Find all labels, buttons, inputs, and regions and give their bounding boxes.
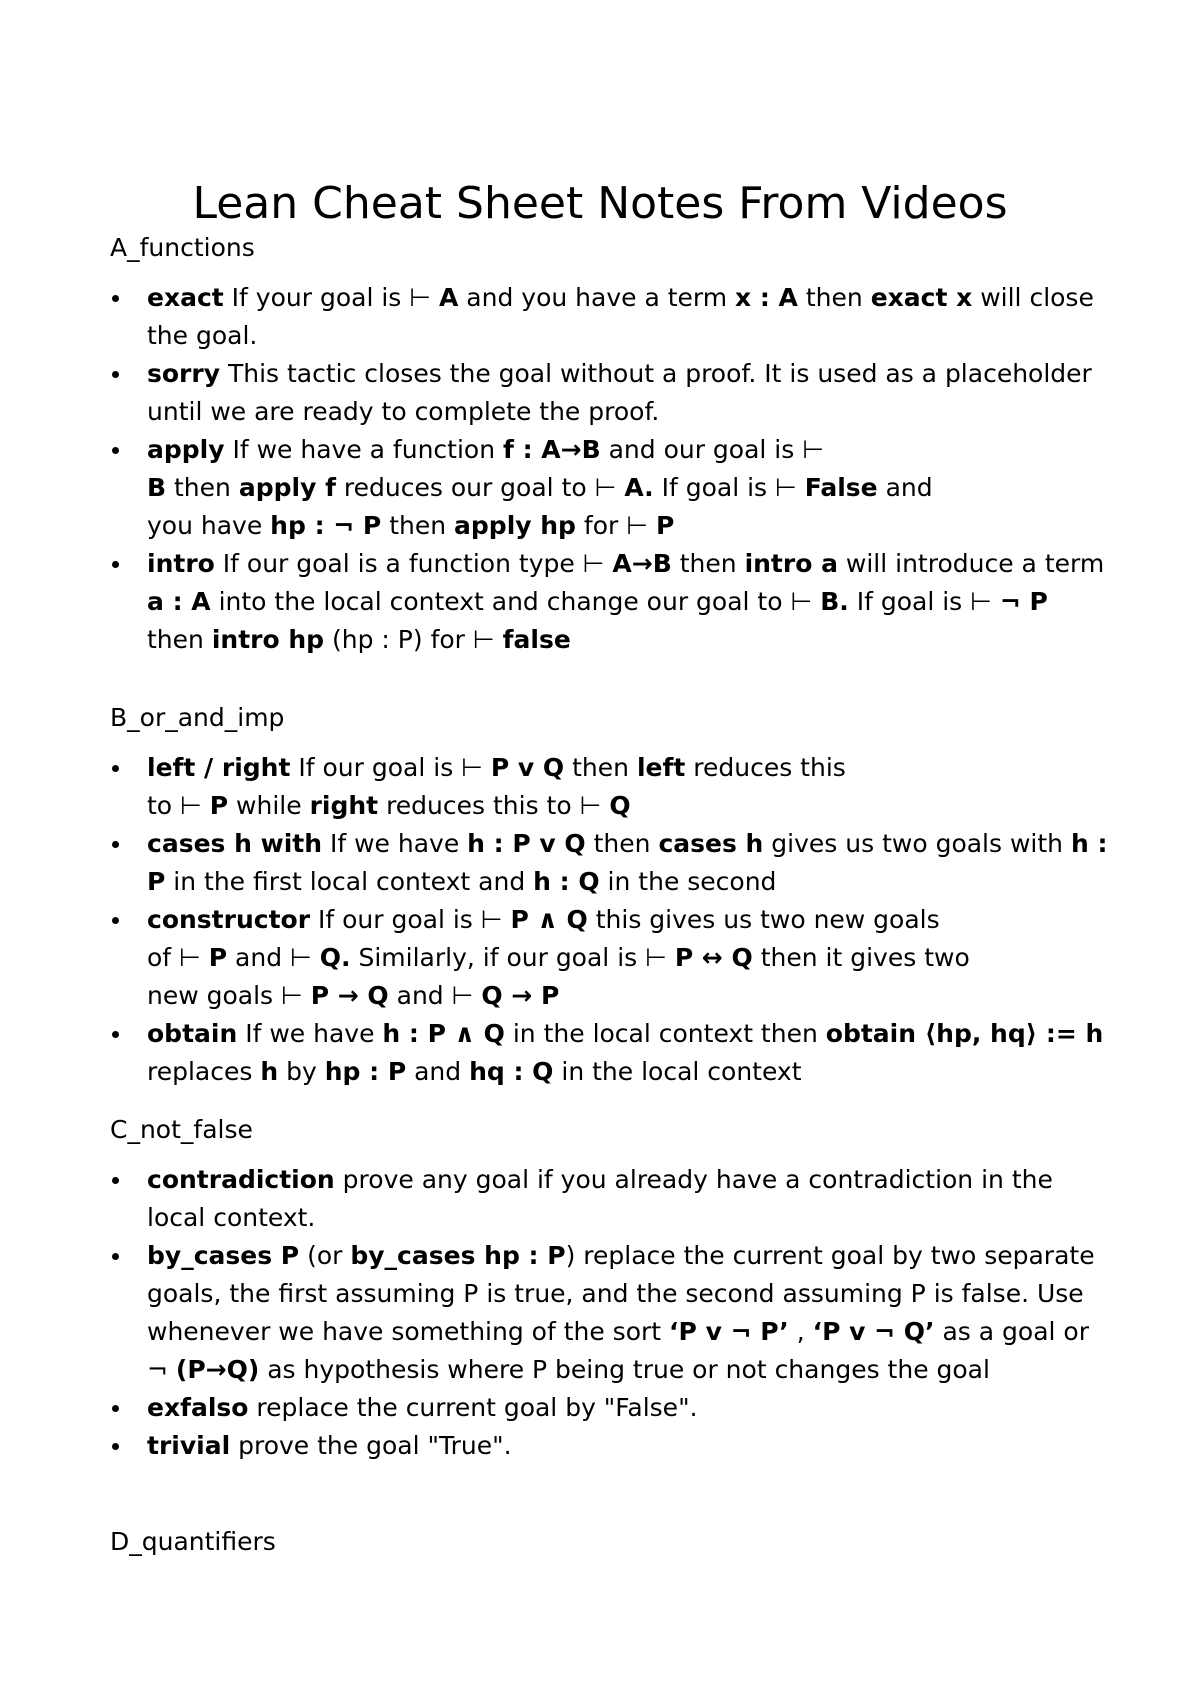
list-item: contradiction prove any goal if you already have a contradiction in the local context. <box>110 1161 1110 1237</box>
tactic-list <box>110 749 1110 1091</box>
list-item: left / right If our goal is ⊢ P v Q then left reduces this to ⊢ P while right reduces this to ⊢ Q <box>110 749 1110 825</box>
list-item: intro If our goal is a function type ⊢ A→B then intro a will introduce a term a : A into the local context and change our goal to ⊢ B. If goal is ⊢ ¬ P then intro hp (hp : P) for ⊢ false <box>110 545 1110 659</box>
section-a-functions <box>110 229 1110 659</box>
section-heading: C_not_false <box>110 1115 253 1144</box>
list-item: trivial prove the goal "True". <box>110 1427 1110 1465</box>
list-item: exact If your goal is ⊢ A and you have a term x : A then exact x will close the goal. <box>110 279 1110 355</box>
list-item: cases h with If we have h : P v Q then cases h gives us two goals with h : P in the first local context and h : Q in the second <box>110 825 1110 901</box>
tactic-list <box>110 1161 1110 1465</box>
section-heading: B_or_and_imp <box>110 703 285 732</box>
section-heading: D_quantifiers <box>110 1527 276 1556</box>
tactic-list <box>110 279 1110 659</box>
list-item: apply If we have a function f : A→B and our goal is ⊢ B then apply f reduces our goal to ⊢ A. If goal is ⊢ False and you have hp : ¬ P then apply hp for ⊢ P <box>110 431 1110 545</box>
list-item: by_cases P (or by_cases hp : P) replace the current goal by two separate goals, the first assuming P is true, and the second assuming P is false. Use whenever we have something of the sort ‘P v ¬ P’ , ‘P v ¬ Q’ as a goal or ¬ (P→Q) as hypothesis where P being true or not changes the goal <box>110 1237 1110 1389</box>
list-item: sorry This tactic closes the goal without a proof. It is used as a placeholder until we are ready to complete the proof. <box>110 355 1110 431</box>
section-d-quantifiers <box>110 1523 1110 1561</box>
list-item: constructor If our goal is ⊢ P ∧ Q this gives us two new goals of ⊢ P and ⊢ Q. Similarly, if our goal is ⊢ P ↔ Q then it gives two new goals ⊢ P → Q and ⊢ Q → P <box>110 901 1110 1015</box>
section-heading: A_functions <box>110 233 255 262</box>
section-b-or-and-imp <box>110 699 1110 1091</box>
list-item: obtain If we have h : P ∧ Q in the local context then obtain ⟨hp, hq⟩ := h replaces h by hp : P and hq : Q in the local context <box>110 1015 1110 1091</box>
list-item: exfalso replace the current goal by "False". <box>110 1389 1110 1427</box>
page-title: Lean Cheat Sheet Notes From Videos <box>192 178 1008 229</box>
section-c-not-false <box>110 1111 1110 1465</box>
